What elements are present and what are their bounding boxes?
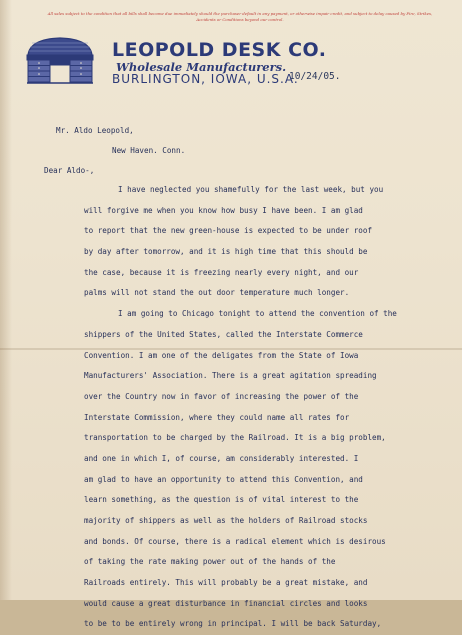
company-name: LEOPOLD DESK CO. <box>112 39 327 61</box>
roll-top-desk-icon <box>24 35 96 85</box>
body-line: learn something, as the question is of vital interest to the <box>84 495 359 505</box>
body-line: and bonds. Of course, there is a radical element which is desirous <box>84 536 386 546</box>
letter-date: 10/24/05. <box>289 71 341 82</box>
company-location: BURLINGTON, IOWA, U.S.A. <box>112 72 299 86</box>
body-line: to be to be entirely wrong in principal. I will be back Saturday, <box>84 619 382 629</box>
body-line: majority of shippers as well as the holders of Railroad stocks <box>84 516 368 525</box>
body-line: over the Country now in favor of increasing the power of the <box>84 391 359 401</box>
body-line: the case, because it is freezing nearly every night, and our <box>84 267 359 277</box>
body-line: of taking the rate making power out of the hands of the <box>84 557 336 567</box>
letterhead-disclaimer: All sales subject to the condition that all bills shall become due immediately should the purchaser default in any payment, or otherwise impair credit, and subject to delay caused by Fire, Strikes, Accidents or Conditions beyond our control. <box>47 11 433 22</box>
body-line: will forgive me when you know how busy I have been. I am glad <box>84 205 363 215</box>
recipient-name: Mr. Aldo Leopold, <box>56 126 134 135</box>
salutation: Dear Aldo-, <box>44 166 95 175</box>
body-line: would cause a great disturbance in financial circles and looks <box>84 598 368 608</box>
recipient-city: New Haven. Conn. <box>112 146 186 155</box>
body-line: and one in which I, of course, am considerably interested. I <box>84 453 359 463</box>
body-line: shippers of the United States, called the Interstate Commerce <box>84 329 363 339</box>
body-line: transportation to be charged by the Railroad. It is a big problem, <box>84 433 386 443</box>
body-line: Interstate Commission, where they could name all rates for <box>84 412 350 422</box>
trade-line: Wholesale Manufacturers. <box>116 60 287 74</box>
body-line: am glad to have an opportunity to attend this Convention, and <box>84 474 363 484</box>
page-edge-shadow <box>0 0 12 600</box>
body-line: by day after tomorrow, and it is high time that this should be <box>84 247 368 257</box>
body-line: to report that the new green-house is expected to be under roof <box>84 226 373 236</box>
body-line: Manufacturers' Association. There is a great agitation spreading <box>84 371 377 381</box>
body-line: Railroads entirely. This will probably be a great mistake, and <box>84 578 368 588</box>
letter-body <box>28 180 458 635</box>
body-line: palms will not stand the out door temperature much longer. <box>84 288 350 298</box>
body-line: Convention. I am one of the deligates from the State of Iowa <box>84 350 359 360</box>
body-line: I have neglected you shamefully for the last week, but you <box>118 185 384 194</box>
body-line: I am going to Chicago tonight to attend the convention of the <box>118 309 397 319</box>
